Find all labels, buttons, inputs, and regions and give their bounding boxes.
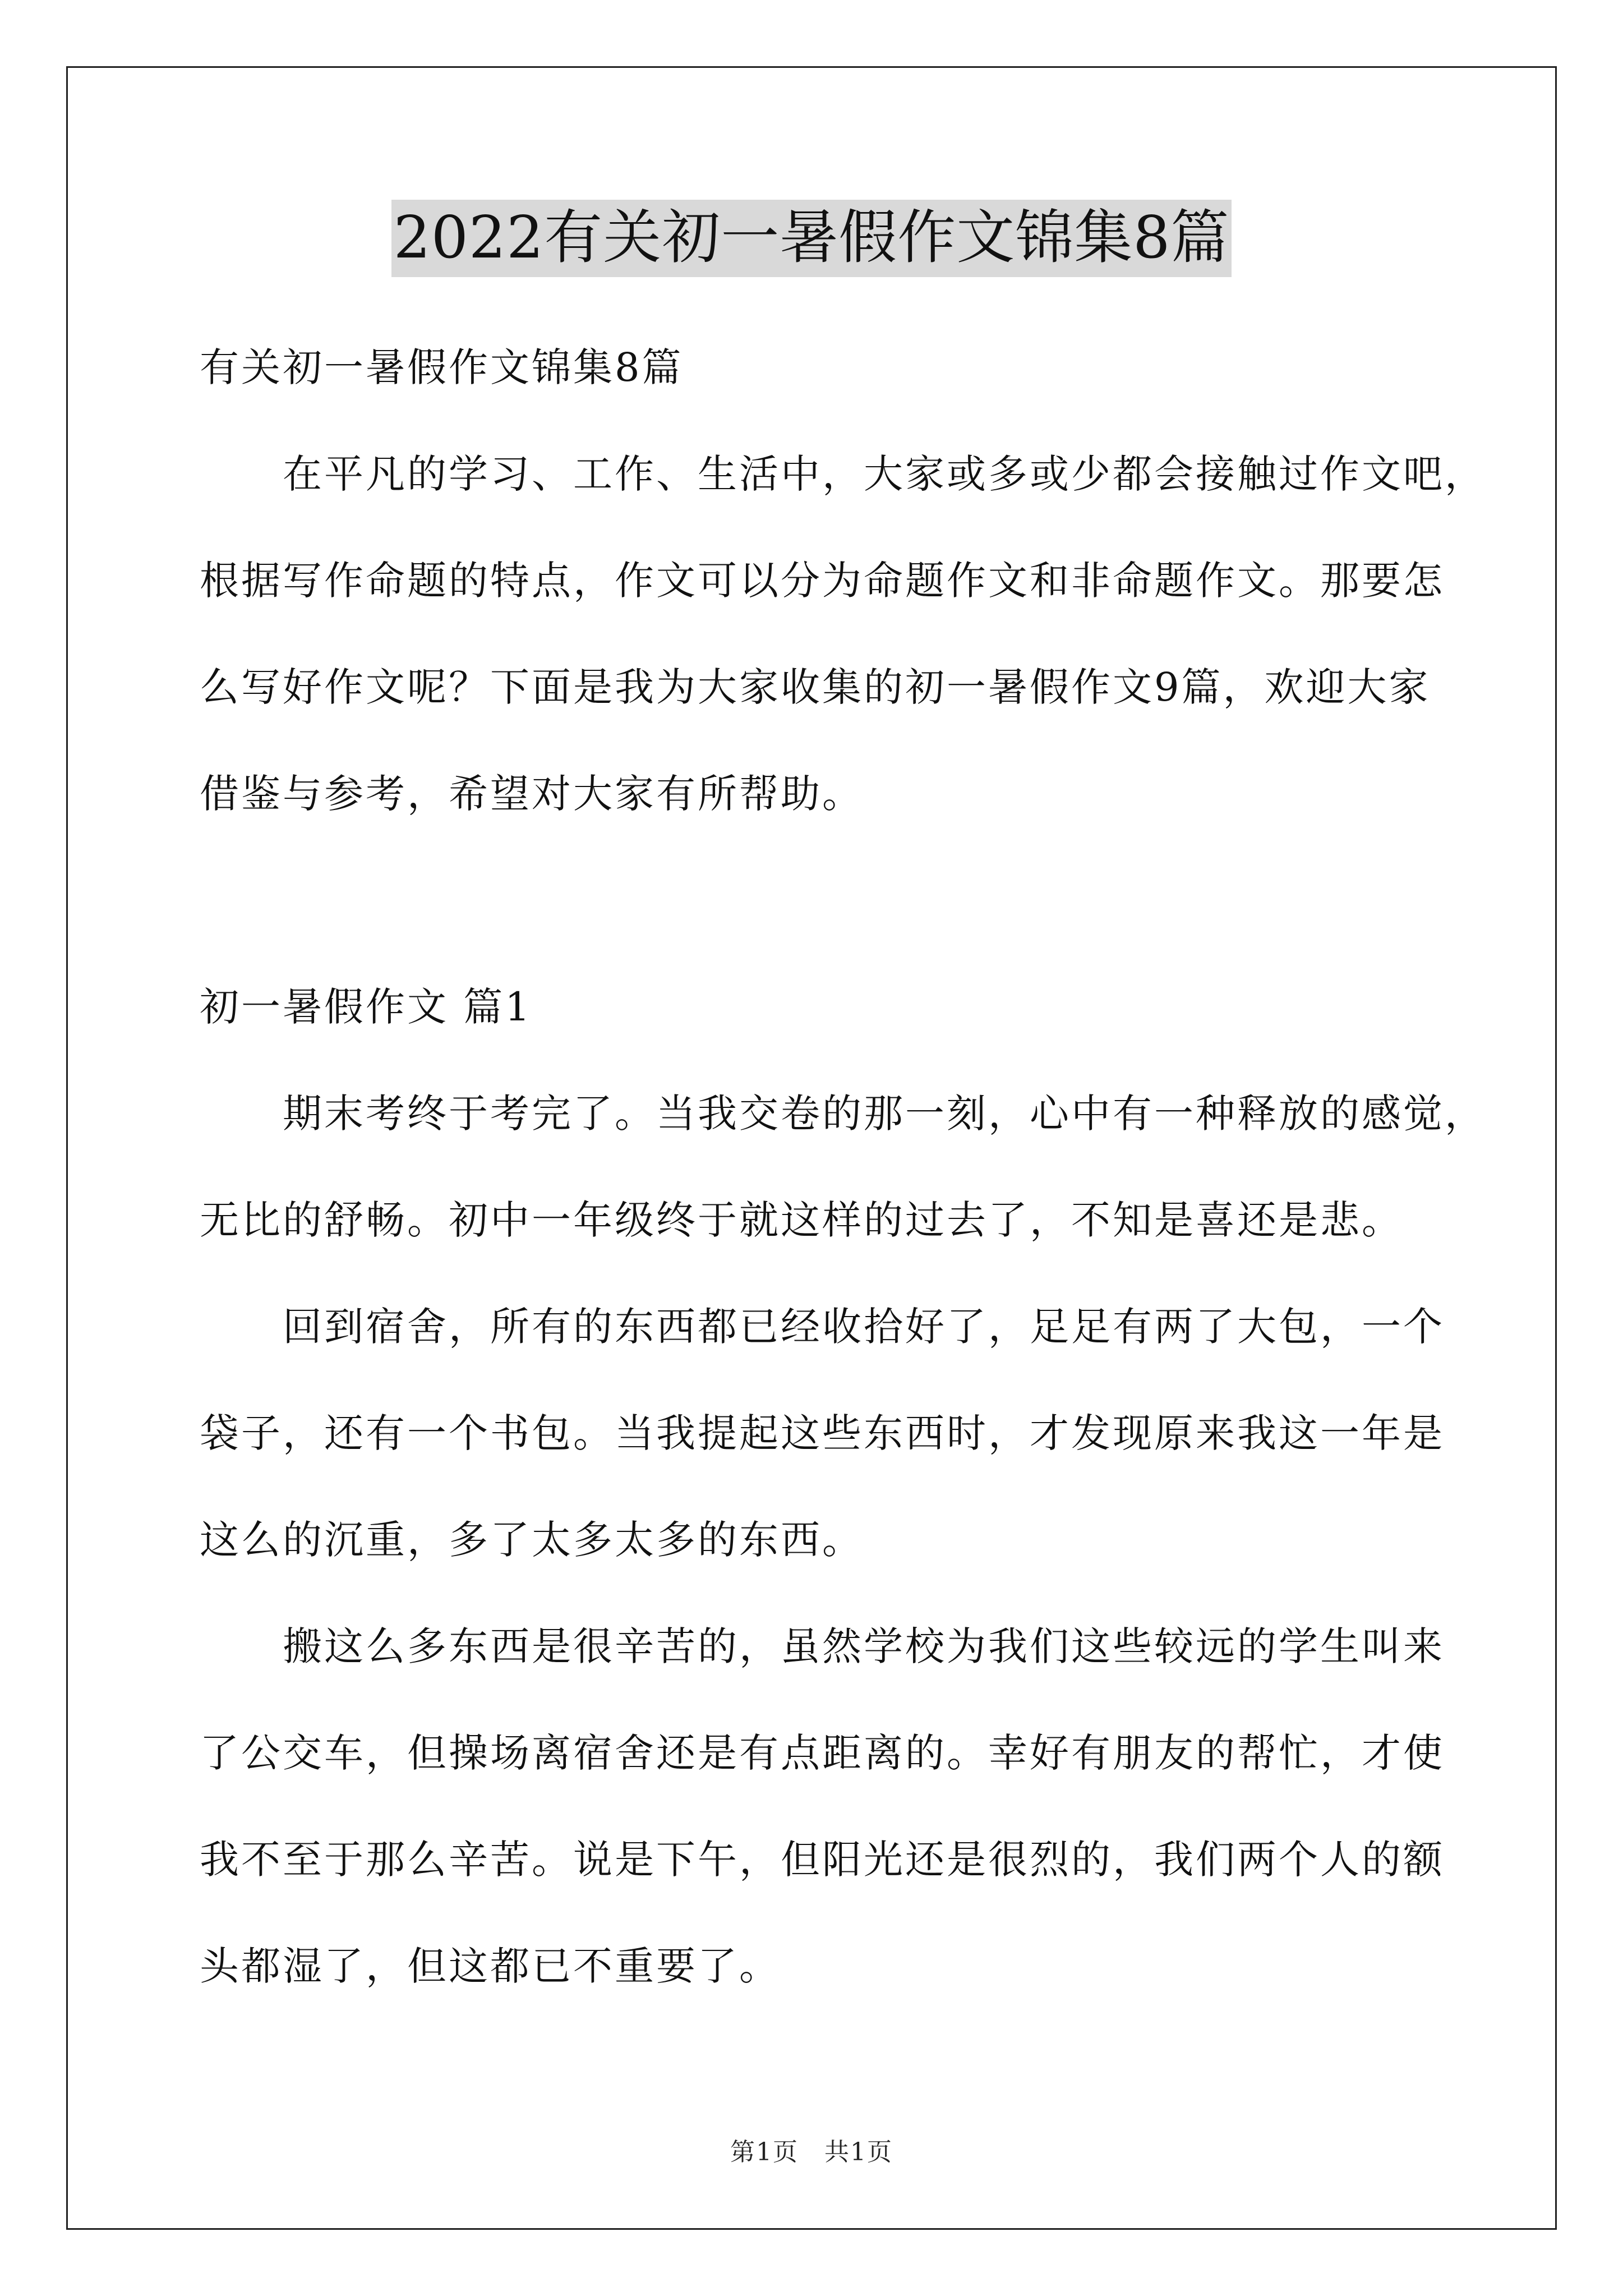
paragraph-line: 我不至于那么辛苦。说是下午，但阳光还是很烈的，我们两个人的额 bbox=[200, 1837, 1445, 1883]
paragraph-line: 头都湿了，但这都已不重要了。 bbox=[200, 1943, 781, 1989]
paragraph-line: 搬这么多东西是很辛苦的，虽然学校为我们这些较远的学生叫来 bbox=[283, 1623, 1445, 1669]
intro-line: 么写好作文呢？下面是我为大家收集的初一暑假作文9篇，欢迎大家 bbox=[200, 664, 1431, 710]
intro-line: 在平凡的学习、工作、生活中，大家或多或少都会接触过作文吧， bbox=[283, 451, 1486, 497]
intro-line: 根据写作命题的特点，作文可以分为命题作文和非命题作文。那要怎 bbox=[200, 558, 1445, 604]
document-title: 2022有关初一暑假作文锦集8篇 bbox=[391, 200, 1232, 277]
paragraph-line: 回到宿舍，所有的东西都已经收拾好了，足足有两了大包，一个 bbox=[283, 1304, 1445, 1350]
paragraph-line: 了公交车，但操场离宿舍还是有点距离的。幸好有朋友的帮忙，才使 bbox=[200, 1730, 1445, 1776]
paragraph-line: 这么的沉重，多了太多太多的东西。 bbox=[200, 1517, 864, 1563]
document-subtitle: 有关初一暑假作文锦集8篇 bbox=[200, 344, 684, 390]
page-footer: 第1页 共1页 bbox=[730, 2138, 893, 2166]
paragraph-line: 期末考终于考完了。当我交卷的那一刻，心中有一种释放的感觉， bbox=[283, 1091, 1486, 1137]
blank-line bbox=[200, 847, 1428, 954]
paragraph-line: 无比的舒畅。初中一年级终于就这样的过去了，不知是喜还是悲。 bbox=[200, 1197, 1403, 1243]
paragraph-line: 袋子，还有一个书包。当我提起这些东西时，才发现原来我这一年是 bbox=[200, 1410, 1445, 1456]
document-title-container bbox=[0, 200, 1623, 277]
document-body bbox=[200, 314, 1486, 2019]
intro-line: 借鉴与参考，希望对大家有所帮助。 bbox=[200, 771, 864, 817]
section-heading: 初一暑假作文 篇1 bbox=[200, 984, 532, 1030]
